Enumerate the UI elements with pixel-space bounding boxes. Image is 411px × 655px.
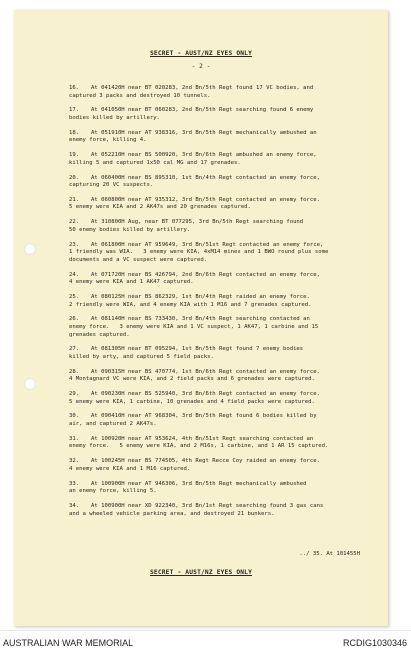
paragraph-number: 16.: [69, 85, 80, 91]
paragraph-line: At 060800H near AT 935312, 3rd Bn/5th Regt contacted an enemy force.: [91, 196, 321, 203]
continuation-note: ../ 35. At 101455H: [299, 551, 360, 557]
paragraph-line: 5 enemy were KIA and 2 AK47s and 20 grenades captured.: [69, 204, 251, 211]
paragraph-line: At 060400H near BS 895310, 1st Bn/4th Regt contacted an enemy force,: [91, 174, 321, 181]
paragraph: [69, 85, 387, 100]
paragraph: [69, 219, 387, 234]
paragraph-line: At 100245H near BS 774505, 4th Regt Recce Coy raided an enemy force.: [91, 458, 321, 465]
paragraph-line: air, and captured 2 AK47s.: [69, 421, 157, 428]
paragraph-line: 4 Montagnard VC were KIA, and 2 field packs and 6 grenades were captured.: [69, 376, 315, 383]
paragraph-line: 4 enemy were KIA and 1 M16 captured.: [69, 465, 191, 472]
paragraph-line: At 100920H near AT 953624, 4th Bn/51st Regt searching contacted an: [91, 435, 314, 442]
paragraph-line: 1 friendly was WIA. 3 enemy were KIA, 4xM14 mines and 1 BWO round plus some: [69, 249, 329, 256]
paragraph: [69, 503, 387, 518]
paragraph-number: 31.: [69, 435, 80, 442]
paragraph: [69, 391, 387, 406]
paragraph-line: At 051910H near AT 938316, 3rd Bn/5th Regt mechanically ambushed an: [91, 129, 317, 136]
paragraph-line: At 052210H near BS 500920, 3rd Bn/6th Regt ambushed an enemy force,: [91, 152, 317, 159]
paragraph-number: 23.: [69, 241, 80, 248]
paragraph: [69, 107, 387, 122]
page-number: - 2 -: [191, 63, 211, 70]
paragraph-number: 29.: [69, 391, 80, 398]
paragraph: [69, 197, 387, 212]
paragraph-line: an enemy force, killing 5.: [69, 488, 157, 495]
paragraph-number: 32.: [69, 458, 80, 465]
paragraph: [69, 272, 387, 287]
paragraph: [69, 458, 387, 473]
paragraph: [69, 242, 387, 265]
paragraph-line: At 090230H near BS 525940, 3rd Bn/6th Regt contacted an enemy force.: [91, 391, 321, 398]
archive-record-id: RCDIG1030346: [342, 638, 407, 648]
classification-footer-text: SECRET - AUST/NZ EYES ONLY: [149, 569, 253, 576]
paragraph-line: and a wheeled vehicle parking area, and destroyed 21 bunkers.: [69, 510, 275, 517]
paragraph: [69, 152, 387, 167]
paragraph-line: At 090315H near BS 470774, 1st Bn/6th Regt contacted an enemy force.: [91, 368, 321, 375]
paragraph-line: At 041050H near BT 060283, 2nd Bn/5th Regt searching found 6 enemy: [91, 107, 314, 114]
paragraph: [69, 175, 387, 190]
paragraph-line: At 080125H near BS 862329, 1st Bn/4th Regt raided an enemy force.: [91, 293, 310, 300]
paragraph-line: enemy force. 3 enemy were KIA and 1 VC suspect, 1 AK47, 1 carbine and 15: [69, 323, 319, 330]
paragraph-number: 25.: [69, 293, 80, 300]
paragraph-number: 27.: [69, 346, 80, 353]
paragraph-line: 50 enemy bodies killed by artillery.: [69, 226, 191, 233]
paragraph-line: 5 enemy were KIA, 1 carbine, 10 grenades and 4 field packs were captured.: [69, 398, 315, 405]
paragraph-number: 18.: [69, 129, 80, 136]
paragraph-line: killing 5 and captured 1x50 cal MG and 17 grenades.: [69, 159, 241, 166]
paragraph-number: 19.: [69, 152, 80, 159]
paragraph-line: At 081140H near BS 733430, 3rd Bn/4th Regt searching contacted an: [91, 316, 310, 323]
paragraph-number: 30.: [69, 413, 80, 420]
paragraph-number: 26.: [69, 316, 80, 323]
paragraph: [69, 294, 387, 309]
paragraph: [69, 413, 387, 428]
paragraph-line: At 100900H near XD 922340, 3rd Bn/1st Regt searching found 3 gas cans: [91, 502, 324, 509]
paragraph-line: At 310800H Aug, near BT 077295, 3rd Bn/5th Regt searching found: [91, 219, 304, 226]
punch-hole: [24, 243, 36, 255]
paragraph-number: 20.: [69, 174, 80, 181]
paragraph-line: At 041420H near BT 020283, 2nd Bn/5th Regt found 17 VC bodies, and: [91, 85, 314, 91]
paragraph-line: captured 3 packs and destroyed 10 tunnels.: [69, 92, 211, 99]
classification-header-text: SECRET - AUST/NZ EYES ONLY: [149, 50, 253, 57]
paragraph-line: killed by arty, and captured 5 field packs.: [69, 353, 214, 360]
paragraph-list: [69, 85, 387, 525]
paragraph-number: 24.: [69, 271, 80, 278]
paragraph-line: documents and a VC suspect were captured.: [69, 256, 208, 263]
paragraph-line: 4 enemy were KIA and 1 AK47 captured.: [69, 279, 194, 286]
paragraph-line: At 100900H near AT 946306, 3rd Bn/5th Regt mechanically ambushed: [91, 480, 307, 487]
paragraph: [69, 436, 387, 451]
paragraph-line: At 071720H near BS 426794, 2nd Bn/6th Regt contacted an enemy force,: [91, 271, 321, 278]
archive-name: AUSTRALIAN WAR MEMORIAL: [3, 638, 134, 648]
paragraph-number: 22.: [69, 219, 80, 226]
paragraph-number: 17.: [69, 107, 80, 114]
paragraph-number: 28.: [69, 368, 80, 375]
punch-hole: [24, 378, 36, 390]
paragraph-line: enemy force, killing 4.: [69, 137, 147, 144]
paragraph-line: 2 friendly were WIA, and 4 enemy KIA with 1 M16 and 7 grenades captured.: [69, 301, 312, 308]
paragraph-line: At 061800H near AT 959649, 3rd Bn/51st Regt contacted an enemy force,: [91, 241, 324, 248]
document-page: [14, 10, 388, 626]
paragraph-line: grenades captured.: [69, 331, 130, 338]
paragraph-line: capturing 20 VC suspects.: [69, 182, 154, 189]
paragraph-number: 33.: [69, 480, 80, 487]
archive-footer: [0, 630, 411, 655]
paragraph: [69, 481, 387, 496]
paragraph: [69, 369, 387, 384]
classification-footer: [14, 569, 388, 576]
paragraph: [69, 316, 387, 339]
paragraph: [69, 346, 387, 361]
paragraph-line: bodies killed by artillery.: [69, 114, 160, 121]
paragraph-line: enemy force. 5 enemy were KIA, and 2 M16s, 1 carbine, and 1 AR 15 captured.: [69, 443, 329, 450]
paragraph-number: 21.: [69, 196, 80, 203]
paragraph-line: At 090410H near AT 968304, 3rd Bn/5th Regt found 6 bodies killed by: [91, 413, 317, 420]
paragraph: [69, 130, 387, 145]
classification-header: [14, 50, 388, 57]
paragraph-line: At 081305H near BT 095294, 1st Bn/5th Regt found 7 enemy bodies: [91, 346, 304, 353]
paragraph-number: 34.: [69, 502, 80, 509]
